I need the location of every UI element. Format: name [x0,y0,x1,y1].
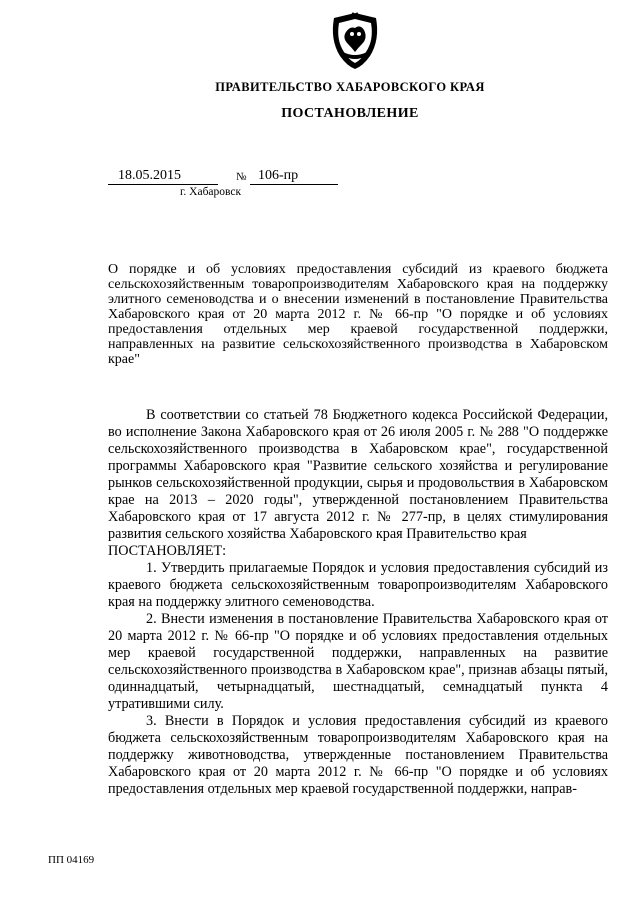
number-sign: № [236,171,247,183]
item-2: 2. Внести изменения в постановление Правительства Хабаровского края от 20 марта 2012 г. № 66-пр "О порядке и об условиях предоставления отдельных мер краевой государственной поддержки, направленных на развитие сельскохозяйственного производства в Хабаровском крае", признав абзацы пятый, одиннадцатый, четырнадцатый, шестнадцатый, семнадцатый пункта 4 утратившими силу. [108,611,608,712]
organization-name: ПРАВИТЕЛЬСТВО ХАБАРОВСКОГО КРАЯ [215,80,485,94]
city: г. Хабаровск [180,186,242,198]
resolves-heading: ПОСТАНОВЛЯЕТ: [108,543,227,559]
footer-code: ПП 04169 [48,854,95,866]
item-1: 1. Утвердить прилагаемые Порядок и условия предоставления субсидий из краевого бюджета сельскохозяйственным товаропроизводителям Хабаровского края на поддержку элитного семеноводства. [108,560,608,610]
coat-of-arms-icon [328,12,382,70]
document-date: 18.05.2015 [108,168,218,185]
item-3: 3. Внести в Порядок и условия предоставления субсидий из краевого бюджета сельскохозяйственным товаропроизводителям Хабаровского края на поддержку животноводства, утвержденные постановлением Правительства Хабаровского края от 20 марта 2012 г. № 66-пр "О порядке и об условиях предоставления отдельных мер краевой государственной поддержки, направ- [108,713,608,797]
preamble: В соответствии со статьей 78 Бюджетного кодекса Российской Федерации, во исполнение Закона Хабаровского края от 26 июля 2005 г. № 288 "О поддержке сельскохозяйственного производства в Хабаровском крае", государственной программы Хабаровского края "Развитие сельского хозяйства и регулирование рынков сельскохозяйственной продукции, сырья и продовольствия в Хабаровском крае на 2013 – 2020 годы", утвержденной постановлением Правительства Хабаровского края от 17 августа 2012 г. № 277-пр, в целях стимулирования развития сельского хозяйства Хабаровского края Правительство края [108,407,608,542]
document-type: ПОСТАНОВЛЕНИЕ [281,106,419,121]
document-title: О порядке и об условиях предоставления субсидий из краевого бюджета сельскохозяйственным товаропроизводителям Хабаровского края на поддержку элитного семеноводства и о внесении изменений в постановление Правительства Хабаровского края от 20 марта 2012 г. № 66-пр "О порядке и об условиях предоставления отдельных мер краевой государственной поддержки, направленных на развитие сельскохозяйственного производства в Хабаровском крае" [108,262,608,367]
document-number: 106-пр [250,168,338,185]
document-body [108,407,608,798]
